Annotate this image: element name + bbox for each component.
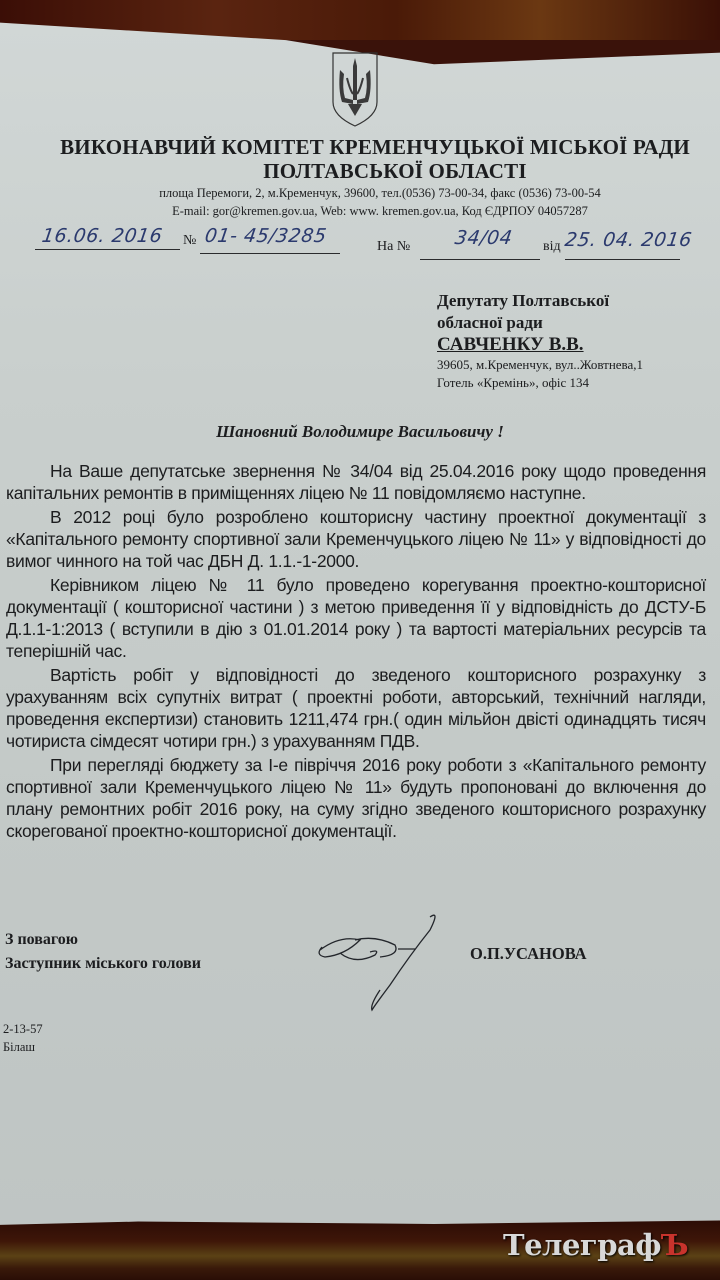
watermark-text: Телеграф [503, 1228, 661, 1262]
executor-name: Білаш [3, 1040, 36, 1054]
date-underline [35, 249, 180, 250]
addressee-block [437, 290, 643, 392]
paragraph: Вартість робіт у відповідності до зведеного кошторисного розрахунку з урахуванням всіх супутніх витрат ( проектні роботи, авторський, технічний нагляди, проведення експертизи) становить 1211,474 грн.( один мільйон двісті одинадцять тисяч чотириста сімдесят чотири грн.) з урахуванням ПДВ. [6, 665, 706, 751]
signature-icon [300, 905, 450, 1015]
number-underline [200, 253, 340, 254]
organization-contacts [0, 184, 720, 220]
registration-line [0, 225, 720, 255]
letter-body [6, 460, 706, 842]
reference-date-underline [565, 259, 680, 260]
addressee-street-address: 39605, м.Кременчук, вул..Жовтнева,1 [437, 357, 644, 372]
watermark-accent-letter: Ъ [660, 1228, 689, 1262]
closing-regards: З повагою [5, 931, 78, 948]
reference-date: 25. 04. 2016 [563, 229, 694, 251]
paragraph: При перегляді бюджету за І-е півріччя 2016 року роботи з «Капітального ремонту спортивної зали Кременчуцького ліцею № 11» будуть пропоновані до включення до плану ремонтних робіт 2016 року, на суму згідно зведеного кошторисного розрахунку скорегованої проектно-кошторисної документації. [6, 755, 706, 841]
organization-title-line2: ПОЛТАВСЬКОЇ ОБЛАСТІ [263, 159, 527, 183]
signer-position: Заступник міського голови [5, 955, 201, 972]
reference-number: 34/04 [453, 227, 514, 249]
addressee-position: Депутату Полтавської [437, 291, 610, 310]
addressee-name: САВЧЕНКУ В.В. [437, 334, 584, 355]
reference-number-label: На № [377, 239, 411, 254]
telegraf-watermark-logo [503, 1228, 688, 1262]
organization-title-line1: ВИКОНАВЧИЙ КОМІТЕТ КРЕМЕНЧУЦЬКОЇ МІСЬКОЇ РАДИ [60, 135, 690, 159]
paragraph: В 2012 році було розроблено кошторисну частину проектної документації з «Капітального ремонту спортивної зали Кременчуцького ліцею № 11» у відповідності до вимог чинного на той час ДБН Д. 1.1.-1-2000. [6, 507, 706, 571]
addressee-office: Готель «Кремінь», офіс 134 [437, 375, 590, 390]
executor-info [3, 1020, 43, 1056]
paragraph: Керівником ліцею № 11 було проведено корегування проектно-кошторисної документації ( кошторисної частини ) з метою приведення її у відповідність до ДСТУ-Б Д.1.1-1:2013 ( вступили в дію з 01.01.2014 року ) та вартості матеріальних ресурсів та теперішній час. [6, 575, 706, 661]
paragraph: На Ваше депутатське звернення № 34/04 від 25.04.2016 року щодо проведення капітальних ремонтів в приміщеннях ліцею № 11 повідомляємо наступне. [6, 461, 706, 503]
reference-date-label: від [543, 239, 561, 254]
organization-address: площа Перемоги, 2, м.Кременчук, 39600, тел.(0536) 73-00-34, факс (0536) 73-00-54 [159, 186, 601, 200]
number-label: № [183, 233, 197, 248]
organization-web-email: E-mail: gor@kremen.gov.ua, Web: www. kremen.gov.ua, Код ЄДРПОУ 04057287 [172, 204, 588, 218]
outgoing-number: 01- 45/3285 [203, 225, 329, 247]
organization-title [0, 135, 720, 183]
reference-number-underline [420, 259, 540, 260]
outgoing-date: 16.06. 2016 [40, 225, 164, 247]
executor-phone: 2-13-57 [3, 1022, 43, 1036]
signer-name: О.П.УСАНОВА [470, 944, 587, 963]
closing-block [5, 928, 201, 976]
addressee-council: обласної ради [437, 313, 543, 332]
trident-coat-of-arms-icon [330, 50, 380, 128]
salutation: Шановний Володимире Васильовичу ! [216, 422, 504, 441]
